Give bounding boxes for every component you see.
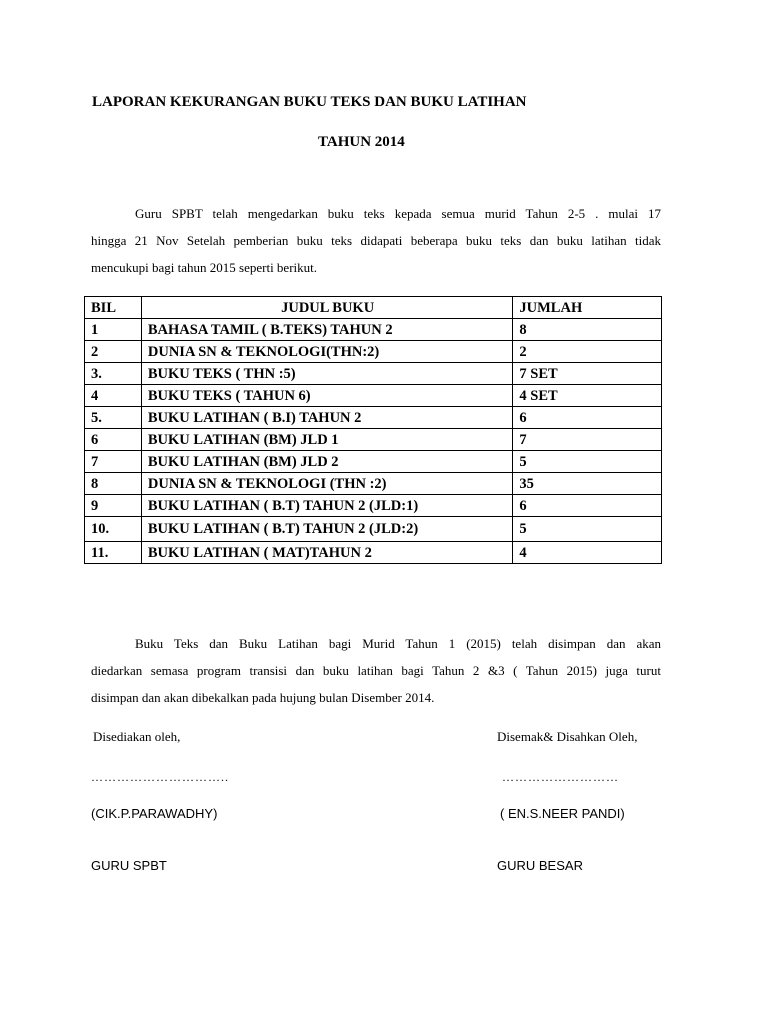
cell-jumlah: 6 — [513, 407, 662, 429]
cell-jumlah: 7 SET — [513, 363, 662, 385]
intro-line: hingga 21 Nov Setelah pemberian buku teks didapati beberapa buku teks dan buku latihan tidak — [91, 233, 661, 248]
cell-bil: 5. — [85, 407, 142, 429]
prepared-by-role: GURU SPBT — [91, 858, 167, 873]
cell-bil: 10. — [85, 517, 142, 542]
document-subtitle: TAHUN 2014 — [318, 134, 405, 150]
prepared-by-signature-line: ………………………….. — [91, 770, 229, 784]
closing-line: disimpan dan akan dibekalkan pada hujung bulan Disember 2014. — [91, 690, 435, 705]
cell-judul-buku: BUKU LATIHAN (BM) JLD 2 — [141, 451, 513, 473]
column-header-judul-buku: JUDUL BUKU — [141, 297, 513, 319]
cell-jumlah: 7 — [513, 429, 662, 451]
book-shortage-table — [84, 296, 662, 564]
cell-jumlah: 35 — [513, 473, 662, 495]
cell-judul-buku: BUKU TEKS ( TAHUN 6) — [141, 385, 513, 407]
closing-line: diedarkan semasa program transisi dan buku latihan bagi Tahun 2 &3 ( Tahun 2015) juga turut — [91, 663, 661, 678]
table-row — [85, 495, 662, 517]
cell-judul-buku: BUKU TEKS ( THN :5) — [141, 363, 513, 385]
approved-by-caption: Disemak& Disahkan Oleh, — [497, 729, 638, 744]
cell-judul-buku: DUNIA SN & TEKNOLOGI(THN:2) — [141, 341, 513, 363]
closing-paragraph — [91, 630, 661, 711]
column-header-bil: BIL — [85, 297, 142, 319]
table-row — [85, 473, 662, 495]
approved-by-name: ( EN.S.NEER PANDI) — [500, 806, 625, 821]
table-row — [85, 429, 662, 451]
cell-bil: 9 — [85, 495, 142, 517]
table-row — [85, 319, 662, 341]
table-row — [85, 517, 662, 542]
closing-line: Buku Teks dan Buku Latihan bagi Murid Tahun 1 (2015) telah disimpan dan akan — [135, 636, 661, 651]
cell-bil: 1 — [85, 319, 142, 341]
cell-jumlah: 4 — [513, 542, 662, 564]
cell-bil: 2 — [85, 341, 142, 363]
cell-jumlah: 2 — [513, 341, 662, 363]
cell-judul-buku: DUNIA SN & TEKNOLOGI (THN :2) — [141, 473, 513, 495]
cell-jumlah: 8 — [513, 319, 662, 341]
intro-line: Guru SPBT telah mengedarkan buku teks kepada semua murid Tahun 2-5 . mulai 17 — [135, 206, 661, 221]
cell-bil: 8 — [85, 473, 142, 495]
approved-by-role: GURU BESAR — [497, 858, 583, 873]
cell-bil: 3. — [85, 363, 142, 385]
document-title: LAPORAN KEKURANGAN BUKU TEKS DAN BUKU LATIHAN — [92, 94, 527, 110]
column-header-jumlah: JUMLAH — [513, 297, 662, 319]
table-row — [85, 363, 662, 385]
table-row — [85, 542, 662, 564]
cell-bil: 7 — [85, 451, 142, 473]
cell-judul-buku: BUKU LATIHAN ( B.I) TAHUN 2 — [141, 407, 513, 429]
cell-judul-buku: BUKU LATIHAN (BM) JLD 1 — [141, 429, 513, 451]
table-row — [85, 341, 662, 363]
intro-line: mencukupi bagi tahun 2015 seperti berikut. — [91, 260, 318, 275]
cell-bil: 6 — [85, 429, 142, 451]
cell-bil: 11. — [85, 542, 142, 564]
prepared-by-name: (CIK.P.PARAWADHY) — [91, 806, 218, 821]
cell-judul-buku: BUKU LATIHAN ( MAT)TAHUN 2 — [141, 542, 513, 564]
cell-judul-buku: BUKU LATIHAN ( B.T) TAHUN 2 (JLD:1) — [141, 495, 513, 517]
cell-jumlah: 4 SET — [513, 385, 662, 407]
table-row — [85, 385, 662, 407]
cell-jumlah: 6 — [513, 495, 662, 517]
approved-by-signature-line: ……………………… — [502, 770, 619, 784]
table-row — [85, 407, 662, 429]
table-header-row — [85, 297, 662, 319]
cell-judul-buku: BAHASA TAMIL ( B.TEKS) TAHUN 2 — [141, 319, 513, 341]
table-row — [85, 451, 662, 473]
cell-bil: 4 — [85, 385, 142, 407]
cell-judul-buku: BUKU LATIHAN ( B.T) TAHUN 2 (JLD:2) — [141, 517, 513, 542]
intro-paragraph — [91, 200, 661, 281]
cell-jumlah: 5 — [513, 517, 662, 542]
prepared-by-caption: Disediakan oleh, — [93, 729, 181, 744]
cell-jumlah: 5 — [513, 451, 662, 473]
